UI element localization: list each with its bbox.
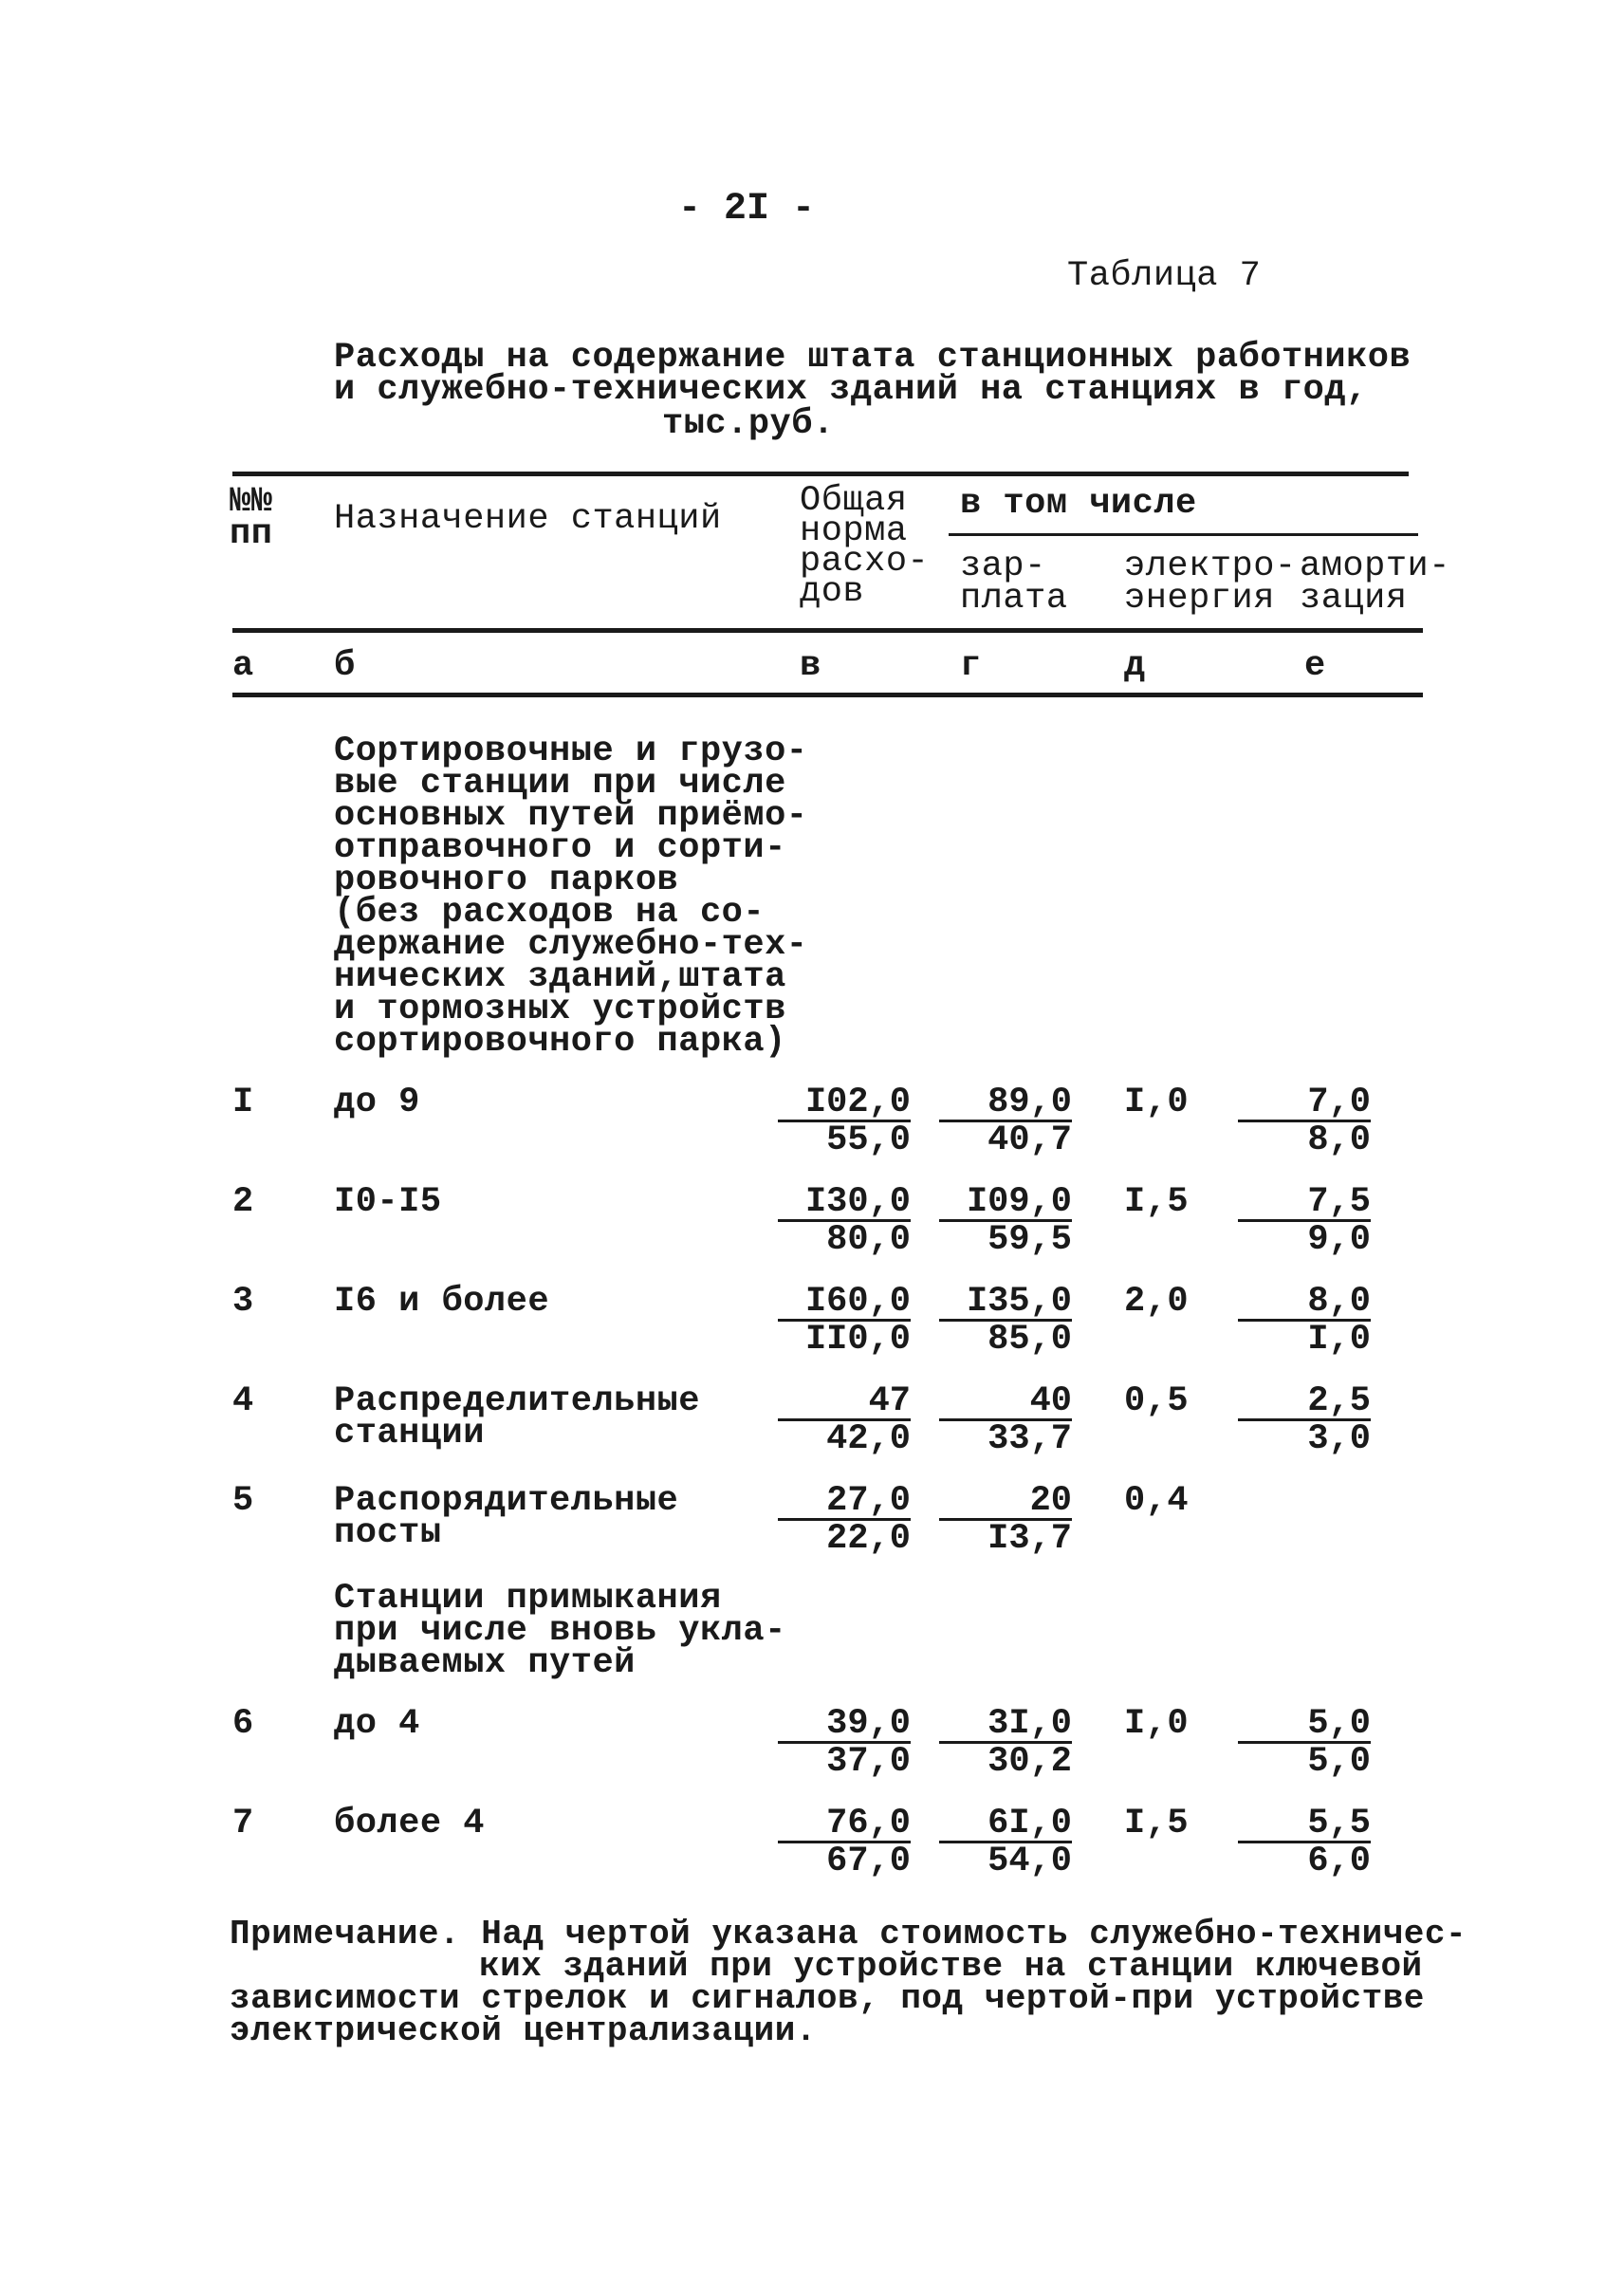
salary-value-above: 40 <box>939 1385 1072 1421</box>
row-name: станции <box>334 1414 485 1454</box>
total-norm-value-below: 22,0 <box>826 1519 911 1559</box>
amortization-value-below: 6,0 <box>1307 1842 1371 1881</box>
table-title-line-1: Расходы на содержание штата станционных работников <box>334 338 1412 378</box>
note-line-3: зависимости стрелок и сигналов, под чертой-при устройстве <box>230 1979 1425 2018</box>
amortization-value-below: 9,0 <box>1307 1220 1371 1260</box>
row-number: 3 <box>232 1282 254 1322</box>
energy-value: 0,5 <box>1124 1381 1190 1421</box>
row-name: I0-I5 <box>334 1182 442 1222</box>
salary-value-below: 33,7 <box>987 1419 1072 1459</box>
amortization-value <box>1238 1182 1371 1260</box>
col-letter-b: б <box>334 646 356 686</box>
table-label: Таблица 7 <box>1067 256 1262 296</box>
row-number: 5 <box>232 1481 254 1521</box>
salary-value-below: I3,7 <box>987 1519 1072 1559</box>
total-norm-value-below: 42,0 <box>826 1419 911 1459</box>
header-total: Общая норма расхо- дов <box>800 481 930 612</box>
amortization-value-above: 7,0 <box>1238 1086 1371 1122</box>
salary-value <box>939 1381 1072 1459</box>
total-norm-value-above: 47 <box>778 1385 911 1421</box>
header-name: Назначение станций <box>334 499 722 539</box>
row-name: Распределительные <box>334 1381 700 1421</box>
salary-value-above: 20 <box>939 1485 1072 1521</box>
energy-value: I,5 <box>1124 1182 1190 1222</box>
salary-value-below: 40,7 <box>987 1120 1072 1160</box>
amortization-value <box>1238 1381 1371 1459</box>
header-bottom-rule <box>232 628 1423 633</box>
amortization-value-below: 5,0 <box>1307 1742 1371 1782</box>
amortization-value-above: 5,5 <box>1238 1807 1371 1843</box>
energy-value: I,5 <box>1124 1804 1190 1843</box>
note-line-4: электрической централизации. <box>230 2011 817 2050</box>
total-norm-value <box>778 1804 911 1881</box>
salary-value-below: 30,2 <box>987 1742 1072 1782</box>
total-norm-value-below: II0,0 <box>804 1320 911 1360</box>
amortization-value-below: I,0 <box>1307 1320 1371 1360</box>
amortization-value-above: 5,0 <box>1238 1708 1371 1744</box>
total-norm-value-above: I30,0 <box>778 1186 911 1222</box>
header-top-rule <box>232 472 1409 476</box>
col-letter-d: д <box>1124 646 1146 686</box>
total-norm-value <box>778 1704 911 1782</box>
salary-value-below: 59,5 <box>987 1220 1072 1260</box>
header-energy: электро- энергия <box>1124 546 1297 619</box>
row-number: 2 <box>232 1182 254 1222</box>
header-salary: зар- плата <box>960 546 1068 619</box>
header-num: №№ пп <box>230 482 273 554</box>
amortization-value <box>1238 1083 1371 1160</box>
energy-value: I,0 <box>1124 1083 1190 1122</box>
section-heading-sorting: Сортировочные и грузо- вые станции при числе основных путей приёмо- отправочного и сорти- ровочного парков (без расходов на со- держание служебно-тех- нических зданий,штата и тормозных устройств сортировочного парка) <box>334 731 808 1062</box>
salary-value-below: 54,0 <box>987 1842 1072 1881</box>
amortization-value-above: 2,5 <box>1238 1385 1371 1421</box>
energy-value: I,0 <box>1124 1704 1190 1744</box>
salary-value-above: 89,0 <box>939 1086 1072 1122</box>
col-letter-a: а <box>232 646 254 686</box>
row-number: 7 <box>232 1804 254 1843</box>
amortization-value-below: 3,0 <box>1307 1419 1371 1459</box>
row-name: Распорядительные <box>334 1481 679 1521</box>
row-name: до 4 <box>334 1704 420 1744</box>
salary-value <box>939 1481 1072 1559</box>
salary-value-above: I09,0 <box>939 1186 1072 1222</box>
row-number: 6 <box>232 1704 254 1744</box>
amortization-value <box>1238 1804 1371 1881</box>
total-norm-value-below: 37,0 <box>826 1742 911 1782</box>
row-name: до 9 <box>334 1083 420 1122</box>
page-number: - 2I - <box>678 188 816 231</box>
total-norm-value <box>778 1481 911 1559</box>
row-number: I <box>232 1083 254 1122</box>
salary-value <box>939 1704 1072 1782</box>
row-number: 4 <box>232 1381 254 1421</box>
note-line-2: ких зданий при устройстве на станции ключевой <box>479 1947 1423 1986</box>
total-norm-value-above: 76,0 <box>778 1807 911 1843</box>
note-line-1: Примечание. Над чертой указана стоимость служебно-техничес- <box>230 1915 1467 1953</box>
row-name: посты <box>334 1513 442 1553</box>
header-group: в том числе <box>960 484 1197 524</box>
salary-value-above: 3I,0 <box>939 1708 1072 1744</box>
total-norm-value-above: I60,0 <box>778 1286 911 1322</box>
amortization-value-above: 8,0 <box>1238 1286 1371 1322</box>
col-letter-v: в <box>800 646 821 686</box>
salary-value-above: 6I,0 <box>939 1807 1072 1843</box>
col-letter-g: г <box>960 646 982 686</box>
amortization-value <box>1238 1704 1371 1782</box>
total-norm-value-below: 55,0 <box>826 1120 911 1160</box>
amortization-value-above: 7,5 <box>1238 1186 1371 1222</box>
salary-value <box>939 1182 1072 1260</box>
group-rule <box>949 533 1418 536</box>
total-norm-value-below: 67,0 <box>826 1842 911 1881</box>
salary-value-above: I35,0 <box>939 1286 1072 1322</box>
total-norm-value-below: 80,0 <box>826 1220 911 1260</box>
row-name: более 4 <box>334 1804 485 1843</box>
salary-value-below: 85,0 <box>987 1320 1072 1360</box>
col-letter-e: е <box>1304 646 1326 686</box>
amortization-value <box>1238 1282 1371 1360</box>
salary-value <box>939 1282 1072 1360</box>
table-title-line-3: тыс.руб. <box>662 404 835 444</box>
section-heading-junction: Станции примыкания при числе вновь укла- дываемых путей <box>334 1579 786 1683</box>
total-norm-value <box>778 1083 911 1160</box>
row-name: I6 и более <box>334 1282 550 1322</box>
energy-value: 0,4 <box>1124 1481 1190 1521</box>
total-norm-value <box>778 1182 911 1260</box>
letters-bottom-rule <box>232 693 1423 697</box>
header-amort: аморти- зация <box>1300 546 1450 619</box>
total-norm-value-above: 39,0 <box>778 1708 911 1744</box>
salary-value <box>939 1083 1072 1160</box>
total-norm-value-above: 27,0 <box>778 1485 911 1521</box>
total-norm-value <box>778 1381 911 1459</box>
table-title-line-2: и служебно-технических зданий на станциях в год, <box>334 370 1368 410</box>
total-norm-value-above: I02,0 <box>778 1086 911 1122</box>
total-norm-value <box>778 1282 911 1360</box>
amortization-value-below: 8,0 <box>1307 1120 1371 1160</box>
salary-value <box>939 1804 1072 1881</box>
energy-value: 2,0 <box>1124 1282 1190 1322</box>
